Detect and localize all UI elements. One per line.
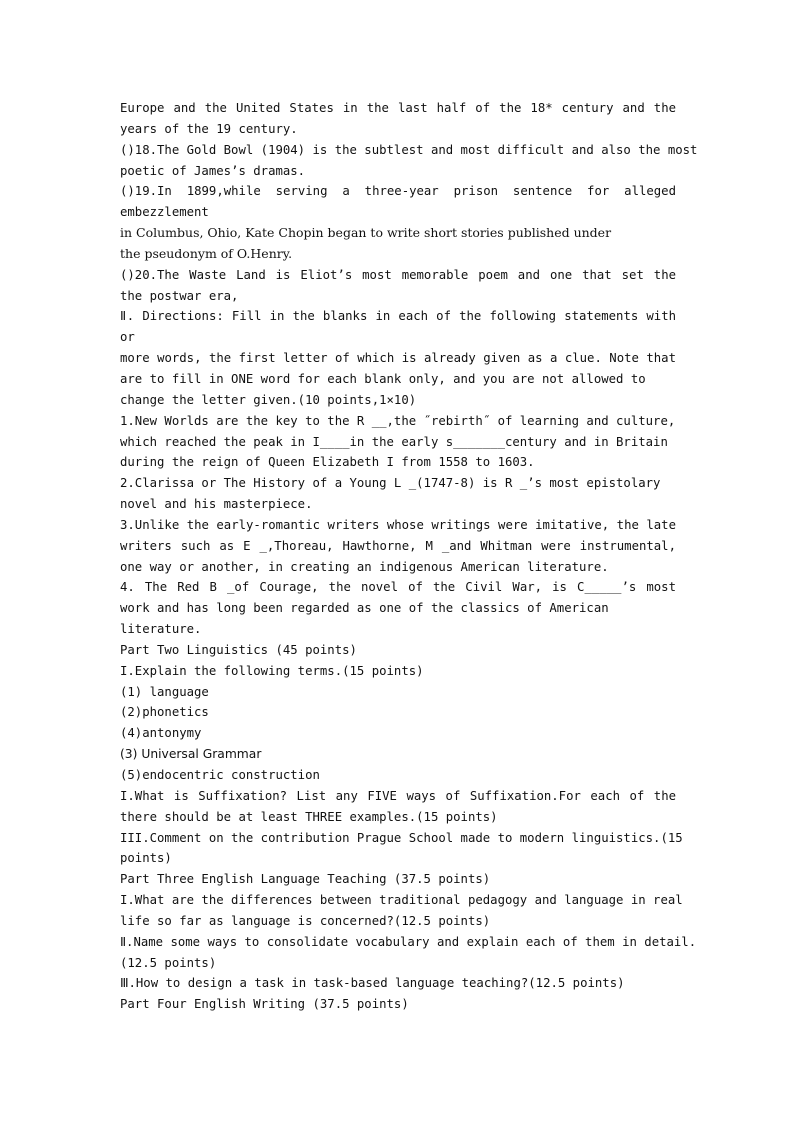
text-line: one way or another, in creating an indigenous American literature. xyxy=(120,559,609,574)
text-line: I.What are the differences between traditional pedagogy and language in real xyxy=(120,893,683,908)
text-line: more words, the first letter of which is already given as a clue. Note that xyxy=(120,351,676,366)
text-line: change the letter given.(10 points,1×10) xyxy=(120,392,417,407)
text-line: ()20.The Waste Land is Eliot’s most memorable poem and one that set the xyxy=(120,267,676,282)
text-line: are to fill in ONE word for each blank only, and you are not allowed to xyxy=(120,371,646,386)
text-line: which reached the peak in I____in the early s_______century and in Britain xyxy=(120,434,668,449)
text-line: ()18.The Gold Bowl (1904) is the subtlest and most difficult and also the most xyxy=(120,142,698,157)
text-line: (5)endocentric construction xyxy=(120,768,320,782)
text-line: Ⅲ.How to design a task in task-based language teaching?(12.5 points) xyxy=(120,976,625,991)
text-line: Ⅱ. Directions: Fill in the blanks in each of the following statements with xyxy=(120,309,676,324)
text-line: Europe and the United States in the last half of the 18* century and the xyxy=(120,101,676,115)
text-line: during the reign of Queen Elizabeth I from 1558 to 1603. xyxy=(120,455,535,470)
text-line: the postwar era, xyxy=(120,288,239,303)
text-line: I.What is Suffixation? List any FIVE ways of Suffixation.For each of the xyxy=(120,788,676,803)
text-line: literature. xyxy=(120,622,202,637)
text-line: Ⅱ.Name some ways to consolidate vocabulary and explain each of them in detail. xyxy=(120,934,697,949)
text-line: (4)antonymy xyxy=(120,726,202,741)
text-line: III.Comment on the contribution Prague School made to modern linguistics.(15 xyxy=(120,830,683,845)
text-line: points) xyxy=(120,851,172,866)
section-heading: Part Three English Language Teaching (37.5 points) xyxy=(120,872,491,887)
text-line: 1.New Worlds are the key to the R __,the ˝rebirth˝ of learning and culture, xyxy=(120,413,676,428)
text-line: years of the 19 century. xyxy=(120,121,298,136)
text-line: novel and his masterpiece. xyxy=(120,497,313,512)
text-line: 4. The Red B _of Courage, the novel of the Civil War, is C_____’s most xyxy=(120,580,676,595)
text-line: (12.5 points) xyxy=(120,955,217,970)
text-line: ()19.In 1899,while serving a three-year prison sentence for alleged xyxy=(120,184,676,199)
text-line: in Columbus, Ohio, Kate Chopin began to write short stories published under xyxy=(120,225,612,241)
document-body xyxy=(120,98,698,1015)
text-line: life so far as language is concerned?(12.5 points) xyxy=(120,913,491,928)
text-line: embezzlement xyxy=(120,205,209,220)
text-line: I.Explain the following terms.(15 points) xyxy=(120,663,424,678)
text-line: or xyxy=(120,330,135,345)
text-line: 3.Unlike the early-romantic writers whose writings were imitative, the late xyxy=(120,517,676,532)
text-line: (1) language xyxy=(120,684,209,699)
text-line: (2)phonetics xyxy=(120,705,209,720)
text-line: (3) Universal Grammar xyxy=(120,747,262,762)
text-line: 2.Clarissa or The History of a Young L _(1747-8) is R _’s most epistolary xyxy=(120,476,661,491)
text-line: writers such as E _,Thoreau, Hawthorne, M _and Whitman were instrumental, xyxy=(120,538,676,553)
text-line: work and has long been regarded as one of the classics of American xyxy=(120,601,609,616)
section-heading: Part Four English Writing (37.5 points) xyxy=(120,997,409,1012)
text-line: poetic of James’s dramas. xyxy=(120,163,306,178)
text-line: there should be at least THREE examples.(15 points) xyxy=(120,809,498,824)
section-heading: Part Two Linguistics (45 points) xyxy=(120,642,357,657)
text-line: the pseudonym of O.Henry. xyxy=(120,245,293,261)
